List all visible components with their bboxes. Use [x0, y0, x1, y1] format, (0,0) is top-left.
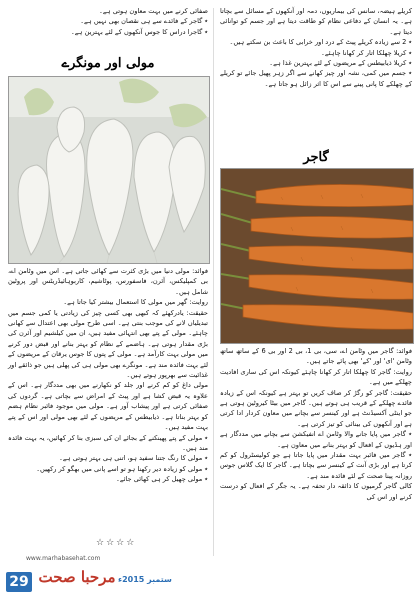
text-line: ٭ 2 سے زیادہ کریلے پیٹ کے درد اور خرابی کا باعث بن سکتے ہیں۔: [229, 38, 412, 47]
magazine-masthead: مرحبا صحت: [38, 568, 116, 586]
gajar-heading: گاجر: [303, 150, 329, 165]
page-number: 29: [6, 572, 32, 592]
text-paragraph: حقیقت: گاجر کو رگڑ کر صاف کریں تو بہتر ہے کیونکہ اس کے زیادہ فائدے چھلکے کے قریب ہی ہوتے ہیں۔ گاجر میں بیٹا کیروٹین ہوتی ہے جو اینٹی آکسیڈنٹ ہے اور کینسر سے بچانے میں معاون کردار ادا کرتی ہے اور آنکھوں کی بینائی کو تیز کرتی ہے۔: [220, 388, 412, 428]
issue-date: ستمبر 2015ء: [118, 575, 172, 584]
mooli-text: [8, 266, 208, 485]
text-line: ٭ کریلا چھلکا اتار کر کھانا چاہئے۔: [321, 48, 412, 57]
text-line: ٭ جسم میں کمی، نشہ اور چیز کھانے سے اگر زہر پھیل جائے تو کریلے کے چھلکے کا پانی پینے سے اس کا اثر زائل ہو جاتا ہے۔: [220, 69, 412, 88]
text-line: کریلے ہیضہ، سانس کی بیماریوں، دمہ اور آنکھوں کے مسائل سے بچاتا ہے۔ یہ انسان کے دفاعی نظام کو طاقت دیتا ہے اور جسم کو توانائی دیتا ہے۔: [220, 7, 412, 36]
text-paragraph: روایت: گھر میں مولی کا استعمال بیشتر کیا جاتا ہے۔: [63, 298, 208, 307]
text-paragraph: فوائد: گاجر میں وٹامن اے، سی، بی 1، بی 2 اور بی 6 کے ساتھ ساتھ وٹامن 'ای' اور 'کے' بھی پائے جاتے ہیں۔: [220, 347, 412, 366]
text-paragraph: کالی گاجر گرمیوں کا ذائقہ دار تحفہ ہے۔ یہ جگر کے افعال کو درست کرنے اور اس کی: [220, 482, 412, 501]
text-paragraph: حقیقت: یادرکھئے کہ کبھی بھی کسی چیز کی زیادتی یا کمی جسم میں تبدیلیاں لانے کی موجب بنتی ہے۔ اسی طرح مولی بھی اعتدال سے کھانی چاہئے۔ مولی کے پتے بھی انتہائی مفید ہیں، ان میں کیلشیم اور آئرن کی بڑی مقدار ہوتی ہے۔ ہاضمے کے نظام کو بہتر بنانے اور قبض دور کرنے میں مولی بہت کارآمد ہے۔ مولی کے پتوں کا جوس یرقان کے مریضوں کے لئے بہت فائدہ مند ہے۔ مونگرے بھی مولی ہی کی پھلی ہیں جو ذائقے اور غذائیت سے بھرپور ہوتے ہیں۔: [8, 308, 208, 380]
text-paragraph: مولی داغ کو کم کرنے اور جلد کو نکھارنے میں بھی مددگار ہے۔ اس کے علاوہ یہ قبض کشا ہے اور پیٹ کے امراض سے بچاتی ہے۔ گردوں کی صفائی کرتی ہے اور پیشاب آور ہے۔ مولی میں موجود فائبر نظام ہضم کو بہتر بناتا ہے۔ ذیابیطس کے مریضوں کے لئے بھی مولی اور اس کے پتے بہت مفید ہیں۔: [8, 381, 208, 432]
footer-website: www.marhabasehat.com: [26, 555, 101, 562]
left-top-text: [8, 6, 208, 37]
text-paragraph: ٭ مولی کے پتے پھینکنے کے بجائے ان کی سبزی بنا کر کھائیں، یہ بہت فائدہ مند ہیں۔: [8, 433, 208, 452]
text-line: ٭ گاجر کے فائدے سے ہی نقصان بھی نہیں ہے۔: [80, 17, 208, 26]
text-line: صفائی کرنے میں بہت معاون ہوتی ہے۔: [99, 7, 208, 15]
text-paragraph: ٭ مولی چھیل کر ہی کھائی جائے۔: [115, 475, 208, 484]
text-line: ٭ گاجرا دراس کا جوس آنکھوں کے لئے بہترین ہے۔: [70, 27, 208, 36]
text-paragraph: ٭ گاجر میں پایا جانے والا وٹامن اے انفیکشن سے بچانے میں مددگار ہے اور ہڈیوں کے افعال کو بہتر بنانے میں معاون ہے۔: [220, 430, 412, 449]
text-paragraph: ٭ گاجر میں فائبر بہت مقدار میں پایا جاتا ہے جو کولیسٹرول کو کم کرتا ہے اور بڑی آنت کے کینسر سے بچاتا ہے۔ گاجر کا ایک گلاس جوس روزانہ پینا صحت کے لئے فائدہ مند ہے۔: [220, 451, 412, 480]
right-top-text: [220, 6, 412, 89]
section-stars: ☆☆☆☆: [96, 538, 137, 548]
text-paragraph: ٭ مولی کا رنگ جتنا سفید ہو، اتنی ہی بہتر ہوتی ہے۔: [59, 454, 208, 463]
mooli-heading: مولی اور مونگرے: [61, 56, 155, 71]
carrot-photo: [220, 168, 414, 344]
text-paragraph: فوائد: مولی دنیا میں بڑی کثرت سے کھائی جاتی ہے۔ اس میں وٹامن اے، بی کمپلیکس، آئرن، فاسفورس، پوٹاشیم، کاربوہائیڈریٹس اور پروٹین شامل ہیں۔: [8, 267, 208, 296]
gajar-text: [220, 346, 412, 502]
column-divider: [213, 8, 214, 556]
text-paragraph: ٭ مولی کو زیادہ دیر رکھنا ہو تو اسے پانی میں بھگو کر رکھیں۔: [36, 464, 208, 473]
radish-photo: [8, 76, 210, 264]
text-paragraph: روایت: گاجر کا چھلکا اتار کر کھانا چاہئے کیونکہ اس کی ساری افادیت چھلکے میں ہے۔: [220, 367, 412, 387]
text-line: ٭ کریلا ذیابیطس کے مریضوں کے لئے بہترین غذا ہے۔: [269, 59, 412, 68]
